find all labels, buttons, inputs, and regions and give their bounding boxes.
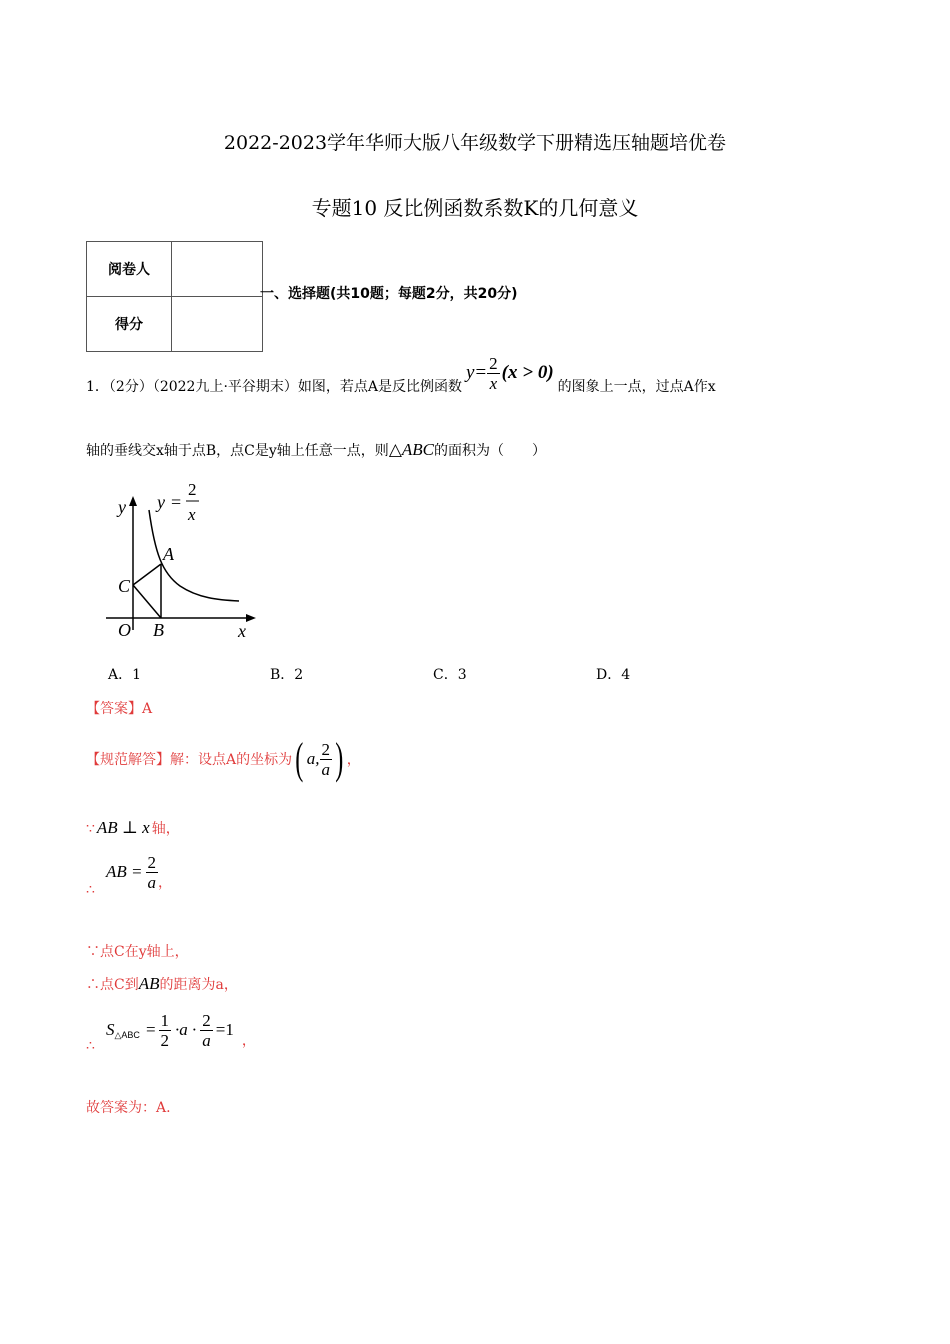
curve-label-eq: = bbox=[171, 492, 182, 512]
segment-cb bbox=[133, 585, 161, 618]
step2-end: ， bbox=[158, 876, 172, 891]
ab-equals bbox=[106, 852, 172, 892]
choice-a[interactable]: A．1 bbox=[108, 667, 142, 683]
solution-step-3: ∵点C在y轴上， bbox=[86, 944, 189, 960]
func-condition: (x > 0) bbox=[501, 362, 554, 383]
func-fraction bbox=[487, 355, 500, 392]
ab-numerator: 2 bbox=[147, 852, 156, 872]
therefore-symbol-5: ∴ bbox=[86, 1038, 95, 1054]
area-formula bbox=[106, 1010, 256, 1050]
label-y: y bbox=[118, 497, 126, 517]
score-field bbox=[172, 297, 263, 352]
func-eq: = bbox=[475, 362, 487, 383]
ab-fraction bbox=[146, 854, 159, 891]
coord-a: a, bbox=[306, 749, 320, 768]
half-fraction bbox=[159, 1012, 172, 1049]
step1-text: 轴， bbox=[151, 821, 180, 837]
reviewer-label: 阅卷人 bbox=[87, 242, 172, 297]
question-line2-start: 轴的垂线交x轴于点B，点C是y轴上任意一点，则 bbox=[86, 443, 389, 459]
area-eq: = bbox=[145, 1020, 156, 1039]
label-o: O bbox=[118, 620, 131, 640]
two-numerator: 2 bbox=[202, 1010, 211, 1030]
solution-step-4 bbox=[86, 974, 238, 994]
label-a: A bbox=[163, 544, 174, 564]
func-numerator: 2 bbox=[489, 353, 498, 373]
func-denominator: x bbox=[489, 373, 498, 393]
step4-end: 的距离为a， bbox=[159, 977, 238, 993]
segment-ac bbox=[133, 564, 161, 585]
grader-table bbox=[86, 241, 263, 352]
dot-a: ·a · bbox=[175, 1020, 197, 1039]
step4-start: ∴点C到 bbox=[86, 977, 139, 993]
solution-step-1 bbox=[86, 818, 180, 838]
section-heading: 一、选择题(共10题；每题2分，共20分) bbox=[260, 286, 518, 302]
ab-denominator: a bbox=[147, 872, 156, 892]
label-b: B bbox=[153, 620, 164, 640]
label-c: C bbox=[118, 576, 131, 596]
choice-b[interactable]: B．2 bbox=[270, 667, 304, 683]
area-subscript: △ABC bbox=[114, 1029, 140, 1040]
therefore-symbol-2: ∴ bbox=[86, 882, 95, 898]
document-subtitle: 专题10 反比例函数系数K的几何意义 bbox=[311, 196, 639, 220]
coord-denominator: a bbox=[321, 759, 331, 779]
answer-label: 【答案】A bbox=[86, 701, 153, 717]
solution-intro bbox=[86, 734, 361, 784]
question-text-start: 1．（2分）（2022九上·平谷期末）如图，若点A是反比例函数 bbox=[86, 379, 463, 395]
paren-right: ) bbox=[335, 734, 344, 783]
question-line-2 bbox=[86, 440, 546, 460]
choice-d[interactable]: D．4 bbox=[596, 667, 631, 683]
label-x: x bbox=[238, 621, 246, 641]
paren-left: ( bbox=[295, 734, 304, 783]
x-axis-arrow bbox=[246, 614, 256, 622]
area-result: =1 bbox=[215, 1020, 234, 1039]
y-axis-arrow bbox=[129, 496, 137, 506]
point-a-coordinate bbox=[292, 734, 347, 783]
coord-numerator: 2 bbox=[321, 739, 331, 759]
curve-label-den: x bbox=[188, 505, 196, 524]
question-line2-end: 的面积为（ ） bbox=[434, 443, 546, 459]
solution-intro-end: ， bbox=[346, 752, 361, 768]
ab-perp-x: AB ⊥ x bbox=[96, 818, 150, 837]
curve-label-num: 2 bbox=[188, 480, 197, 499]
step5-end: ， bbox=[241, 1034, 256, 1049]
choice-c[interactable]: C．3 bbox=[433, 667, 467, 683]
function-graph bbox=[100, 478, 270, 643]
curve-label-y: y bbox=[157, 492, 165, 512]
solution-intro-text: 【规范解答】解：设点A的坐标为 bbox=[86, 752, 293, 768]
area-s: S bbox=[106, 1020, 115, 1039]
because-symbol-1: ∵ bbox=[86, 821, 95, 837]
score-label: 得分 bbox=[87, 297, 172, 352]
half-denominator: 2 bbox=[160, 1030, 170, 1050]
a-denominator: a bbox=[202, 1030, 211, 1050]
step4-ab: AB bbox=[138, 974, 160, 993]
question-line-1 bbox=[86, 348, 716, 398]
solution-conclusion: 故答案为：A. bbox=[86, 1100, 171, 1116]
coord-fraction bbox=[320, 741, 333, 778]
triangle-abc: △ABC bbox=[388, 440, 434, 459]
func-y: y bbox=[466, 362, 475, 383]
two-over-a-fraction bbox=[200, 1012, 213, 1049]
question-text-end: 的图象上一点，过点A作x bbox=[557, 379, 716, 395]
function-formula bbox=[466, 355, 554, 392]
document-title: 2022-2023学年华师大版八年级数学下册精选压轴题培优卷 bbox=[223, 132, 727, 154]
ab-equals-text: AB = bbox=[106, 862, 143, 881]
reviewer-field bbox=[172, 242, 263, 297]
half-numerator: 1 bbox=[160, 1010, 170, 1030]
